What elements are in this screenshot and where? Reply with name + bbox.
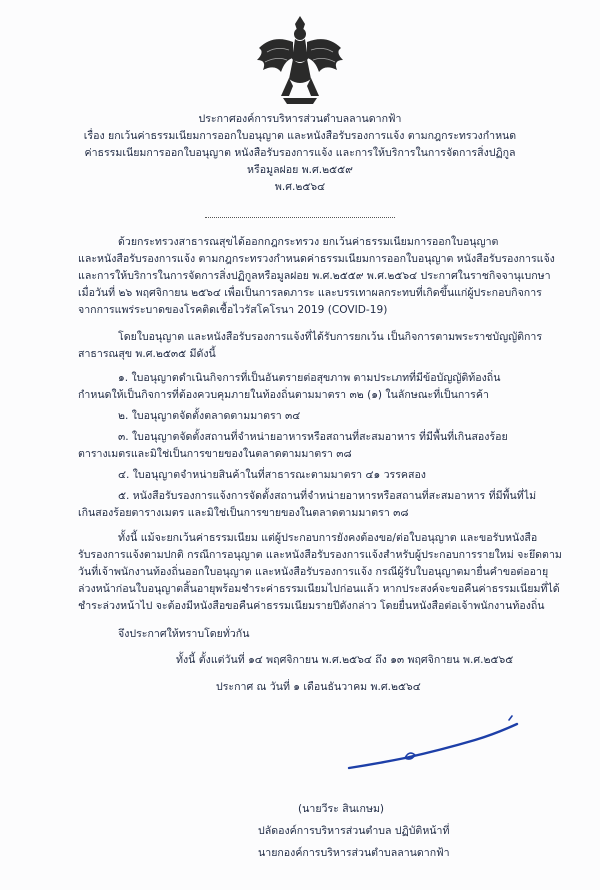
para3-line-5: ชำระล่วงหน้าไป จะต้องมีหนังสือขอคืนค่าธรรมเนียมรายปีดังกล่าว โดยยื่นหนังสือต่อเจ้าพนักงานท้องถิ่น bbox=[78, 600, 545, 612]
para1-line-2: และหนังสือรับรองการแจ้ง ตามกฎกระทรวงกำหนดค่าธรรมเนียมการออกใบอนุญาต หนังสือรับรองการแจ้ง bbox=[78, 253, 555, 265]
item-3-line-1: ๓. ใบอนุญาตจัดตั้งสถานที่จำหน่ายอาหารหรือสถานที่สะสมอาหาร ที่มีพื้นที่เกินสองร้อย bbox=[118, 431, 508, 443]
item-5-line-2: เกินสองร้อยตารางเมตร และมิใช่เป็นการขายของในตลาดตามมาตรา ๓๘ bbox=[78, 507, 409, 519]
subject-line-2: ค่าธรรมเนียมการออกใบอนุญาต หนังสือรับรองการแจ้ง และการให้บริการในการจัดการสิ่งปฏิกูล bbox=[84, 147, 516, 159]
para1-line-5: จากการแพร่ระบาดของโรคติดเชื้อไวรัสโคโรนา 2019 (COVID-19) bbox=[78, 304, 388, 316]
para3-line-1: ทั้งนี้ แม้จะยกเว้นค่าธรรมเนียม แต่ผู้ประกอบการยังคงต้องขอ/ต่อใบอนุญาต และขอรับหนังสือ bbox=[118, 532, 538, 544]
signature-mark bbox=[345, 712, 525, 774]
para3-line-4: ล่วงหน้าก่อนใบอนุญาตสิ้นอายุพร้อมชำระค่าธรรมเนียมไปก่อนแล้ว หากประสงค์จะขอคืนค่าธรรมเนียมที่ได้ bbox=[78, 583, 560, 595]
item-4: ๔. ใบอนุญาตจำหน่ายสินค้าในที่สาธารณะตามมาตรา ๔๑ วรรคสอง bbox=[118, 469, 426, 481]
announcement-date: ประกาศ ณ วันที่ ๑ เดือนธันวาคม พ.ศ.๒๕๖๔ bbox=[216, 681, 421, 693]
subject-line-1: เรื่อง ยกเว้นค่าธรรมเนียมการออกใบอนุญาต และหนังสือรับรองการแจ้ง ตามกฎกระทรวงกำหนด bbox=[83, 130, 517, 142]
announcement-year: พ.ศ.๒๕๖๔ bbox=[274, 181, 326, 193]
para2-line-2: สาธารณสุข พ.ศ.๒๕๓๕ มีดังนี้ bbox=[78, 348, 216, 360]
signatory-position-2: นายกองค์การบริหารส่วนตำบลลานดากฟ้า bbox=[258, 847, 450, 859]
garuda-emblem-icon bbox=[253, 12, 347, 108]
item-5-line-1: ๕. หนังสือรับรองการแจ้งการจัดตั้งสถานที่จำหน่ายอาหารหรือสถานที่สะสมอาหาร ที่มีพื้นที่ไม่ bbox=[118, 490, 537, 502]
para1-line-1: ด้วยกระทรวงสาธารณสุขได้ออกกฎกระทรวง ยกเว้นค่าธรรมเนียมการออกใบอนุญาต bbox=[118, 236, 499, 248]
closing-text: จึงประกาศให้ทราบโดยทั่วกัน bbox=[118, 628, 250, 640]
item-2: ๒. ใบอนุญาตจัดตั้งตลาดตามมาตรา ๓๔ bbox=[118, 410, 301, 422]
item-1-line-1: ๑. ใบอนุญาตดำเนินกิจการที่เป็นอันตรายต่อสุขภาพ ตามประเภทที่มีข้อบัญญัติท้องถิ่น bbox=[118, 372, 501, 384]
divider bbox=[205, 217, 395, 218]
subject-line-3: หรือมูลฝอย พ.ศ.๒๕๕๙ bbox=[247, 164, 353, 176]
para3-line-3: วันที่เจ้าพนักงานท้องถิ่นออกใบอนุญาต และหนังสือรับรองการแจ้ง กรณีผู้รับใบอนุญาตมายื่นคำขอต่ออายุ bbox=[78, 566, 549, 578]
para2-line-1: โดยใบอนุญาต และหนังสือรับรองการแจ้งที่ได้รับการยกเว้น เป็นกิจการตามพระราชบัญญัติการ bbox=[118, 331, 543, 343]
item-1-line-2: กำหนดให้เป็นกิจการที่ต้องควบคุมภายในท้องถิ่นตามมาตรา ๓๒ (๑) ในลักษณะที่เป็นการค้า bbox=[78, 389, 489, 401]
org-title: ประกาศองค์การบริหารส่วนตำบลลานดากฟ้า bbox=[198, 113, 402, 125]
effective-period: ทั้งนี้ ตั้งแต่วันที่ ๑๔ พฤศจิกายน พ.ศ.๒๕๖๔ ถึง ๑๓ พฤศจิกายน พ.ศ.๒๕๖๕ bbox=[176, 654, 514, 666]
signatory-position-1: ปลัดองค์การบริหารส่วนตำบล ปฏิบัติหน้าที่ bbox=[258, 825, 450, 837]
para3-line-2: รับรองการแจ้งตามปกติ กรณีการอนุญาต และหนังสือรับรองการแจ้งสำหรับผู้ประกอบการรายใหม่ จะยึดตาม bbox=[78, 549, 562, 561]
item-3-line-2: ตารางเมตรและมิใช่เป็นการขายของในตลาดตามมาตรา ๓๘ bbox=[78, 448, 352, 460]
para1-line-4: เมื่อวันที่ ๒๖ พฤศจิกายน ๒๕๖๔ เพื่อเป็นการลดภาระ และบรรเทาผลกระทบที่เกิดขึ้นแก่ผู้ประกอบกิจการ bbox=[78, 287, 542, 299]
signatory-name: (นายวีระ สินเกษม) bbox=[298, 803, 385, 815]
para1-line-3: และการให้บริการในการจัดการสิ่งปฏิกูลหรือมูลฝอย พ.ศ.๒๕๕๙ พ.ศ.๒๕๖๔ ประกาศในราชกิจจานุเบกษา bbox=[78, 270, 551, 282]
